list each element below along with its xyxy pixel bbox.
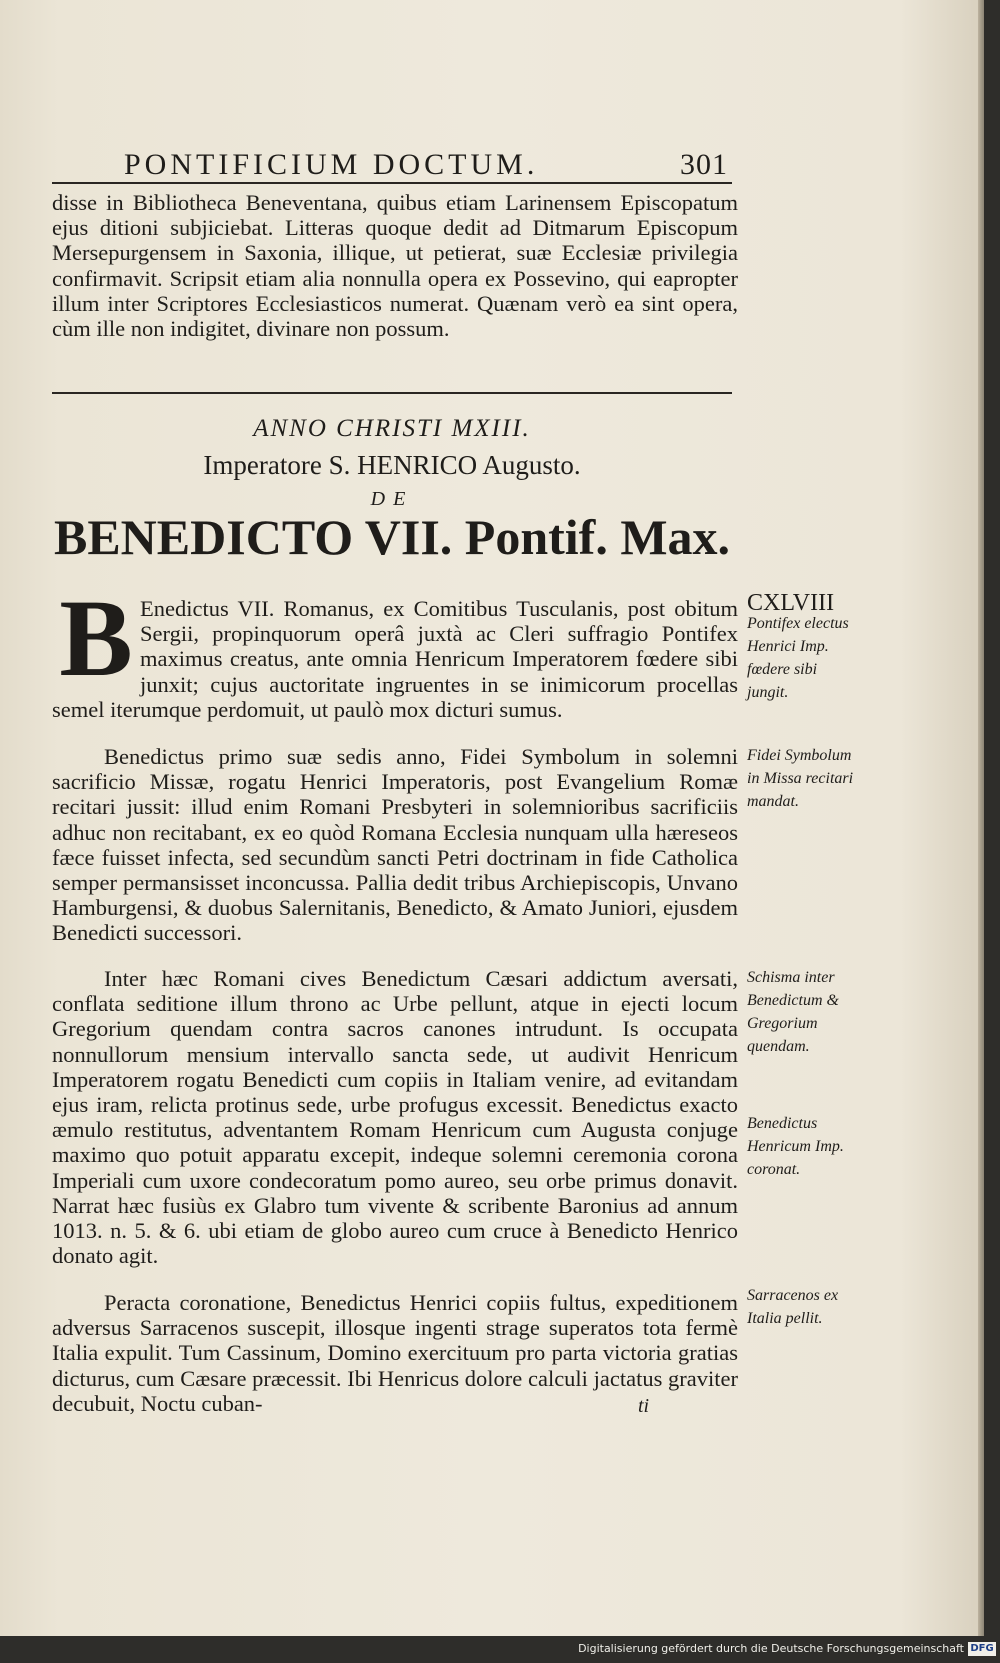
margin-note: Schisma inter Benedictum & Gregorium quendam. [747, 969, 839, 1055]
paragraph-3: Inter hæc Romani cives Benedictum Cæsari addictum aversati, conflata seditione illum throno ac Urbe pellunt, atque in ejecti locum Gregorium quendam contra sacros canones intrudunt. Is occupata nonnullorum mensium intervallo sancta sede, ut audivit Henricum Imperatorem rogatu Benedicti cum copiis in Italiam venire, ad evitandam ejus iram, relicta protinus sede, urbe profugus excessit. Benedictus exacto æmulo restitutus, adventantem Romam Henricum cum Augusta conjuge maximo quo potuit apparatu excepit, indeque solemni ceremonia corona Imperiali cum uxore condecoratum pomo aureo, seu orbe primus donavit. Narrat hæc fusiùs ex Glabro tum vivente & scribente Baronius ad annum 1013. n. 5. & 6. ubi etiam de globo aureo cum cruce à Benedicto Henrico donato agit. [52, 966, 738, 1269]
running-head-title: PONTIFICIUM DOCTUM. [124, 148, 539, 181]
page-number: 301 [680, 148, 728, 181]
section-year: ANNO CHRISTI MXIII. [253, 415, 531, 442]
paragraph-4: Peracta coronatione, Benedictus Henrici copiis fultus, expeditionem adversus Sarracenos suscepit, illosque ingenti strage superatos tota fermè Italia expulit. Tum Cassinum, Domino exercituum pro parta victoria gratias dicturus, cum Cæsare præcessit. Ibi Henricus dolore calculi jactatus graviter decubuit, Noctu cuban- [52, 1290, 738, 1416]
paragraph-1-text: Enedictus VII. Romanus, ex Comitibus Tusculanis, post obitum Sergii, propinquorum operâ juxtà ac Cleri suffragio Pontifex maximus creatus, ante omnia Henricum Imperatorem fœdere sibi junxit; cujus auctoritate ingruentes in se inimicorum procellas semel iterumque perdomuit, ut paulò mox dicturi sumus. [52, 596, 738, 722]
margin-note: Fidei Symbolum in Missa recitari mandat. [747, 747, 854, 810]
catchword: ti [638, 1395, 650, 1417]
section-title: BENEDICTO VII. Pontif. Max. [53, 509, 731, 565]
margin-number: CXLVIII [747, 590, 835, 616]
paragraph-2: Benedictus primo suæ sedis anno, Fidei Symbolum in solemni sacrificio Missæ, rogatu Henrici Imperatoris, post Evangelium Romæ recitari jussit: illud enim Romani Presbyteri in solemnioribus sacrificiis adhuc non recitabant, ex eo quòd Romana Ecclesia nunquam ulla hæreseos fæce fuisset infecta, sed secundùm sancti Petri doctrinam in fide Catholica semper permansisset inconcussa. Pallia dedit tribus Archiepiscopis, Unvano Hamburgensi, & duobus Salernitanis, Benedicto, & Amato Juniori, ejusdem Benedicti successori. [52, 744, 738, 946]
section-divider [52, 392, 732, 394]
drop-cap: B [59, 577, 133, 699]
margin-note: Pontifex electus Henrici Imp. fœdere sibi jungit. [747, 615, 849, 701]
margin-note: Benedictus Henricum Imp. coronat. [747, 1115, 844, 1178]
paragraph-1 [52, 596, 738, 722]
continued-paragraph: disse in Bibliotheca Beneventana, quibus etiam Larinensem Episcopatum ejus ditioni subjiciebat. Litteras quoque dedit ad Ditmarum Episcopum Mersepurgensem in Saxonia, illique, ut petierat, suæ Ecclesiæ privilegia confirmavit. Scripsit etiam alia nonnulla opera ex Possevino, qui eapropter illum inter Scriptores Ecclesiasticos numerat. Quænam verò ea sint opera, cùm ille non indigitet, divinare non possum. [52, 190, 738, 342]
section-de: DE [370, 488, 414, 510]
running-head [52, 148, 732, 184]
footer-credit: Digitalisierung gefördert durch die Deutsche Forschungsgemeinschaft [578, 1642, 964, 1655]
margin-note: Sarracenos ex Italia pellit. [747, 1287, 839, 1327]
page-edge [978, 0, 984, 1636]
dfg-logo: DFG [968, 1642, 996, 1656]
section-emperor: Imperatore S. HENRICO Augusto. [203, 450, 581, 480]
